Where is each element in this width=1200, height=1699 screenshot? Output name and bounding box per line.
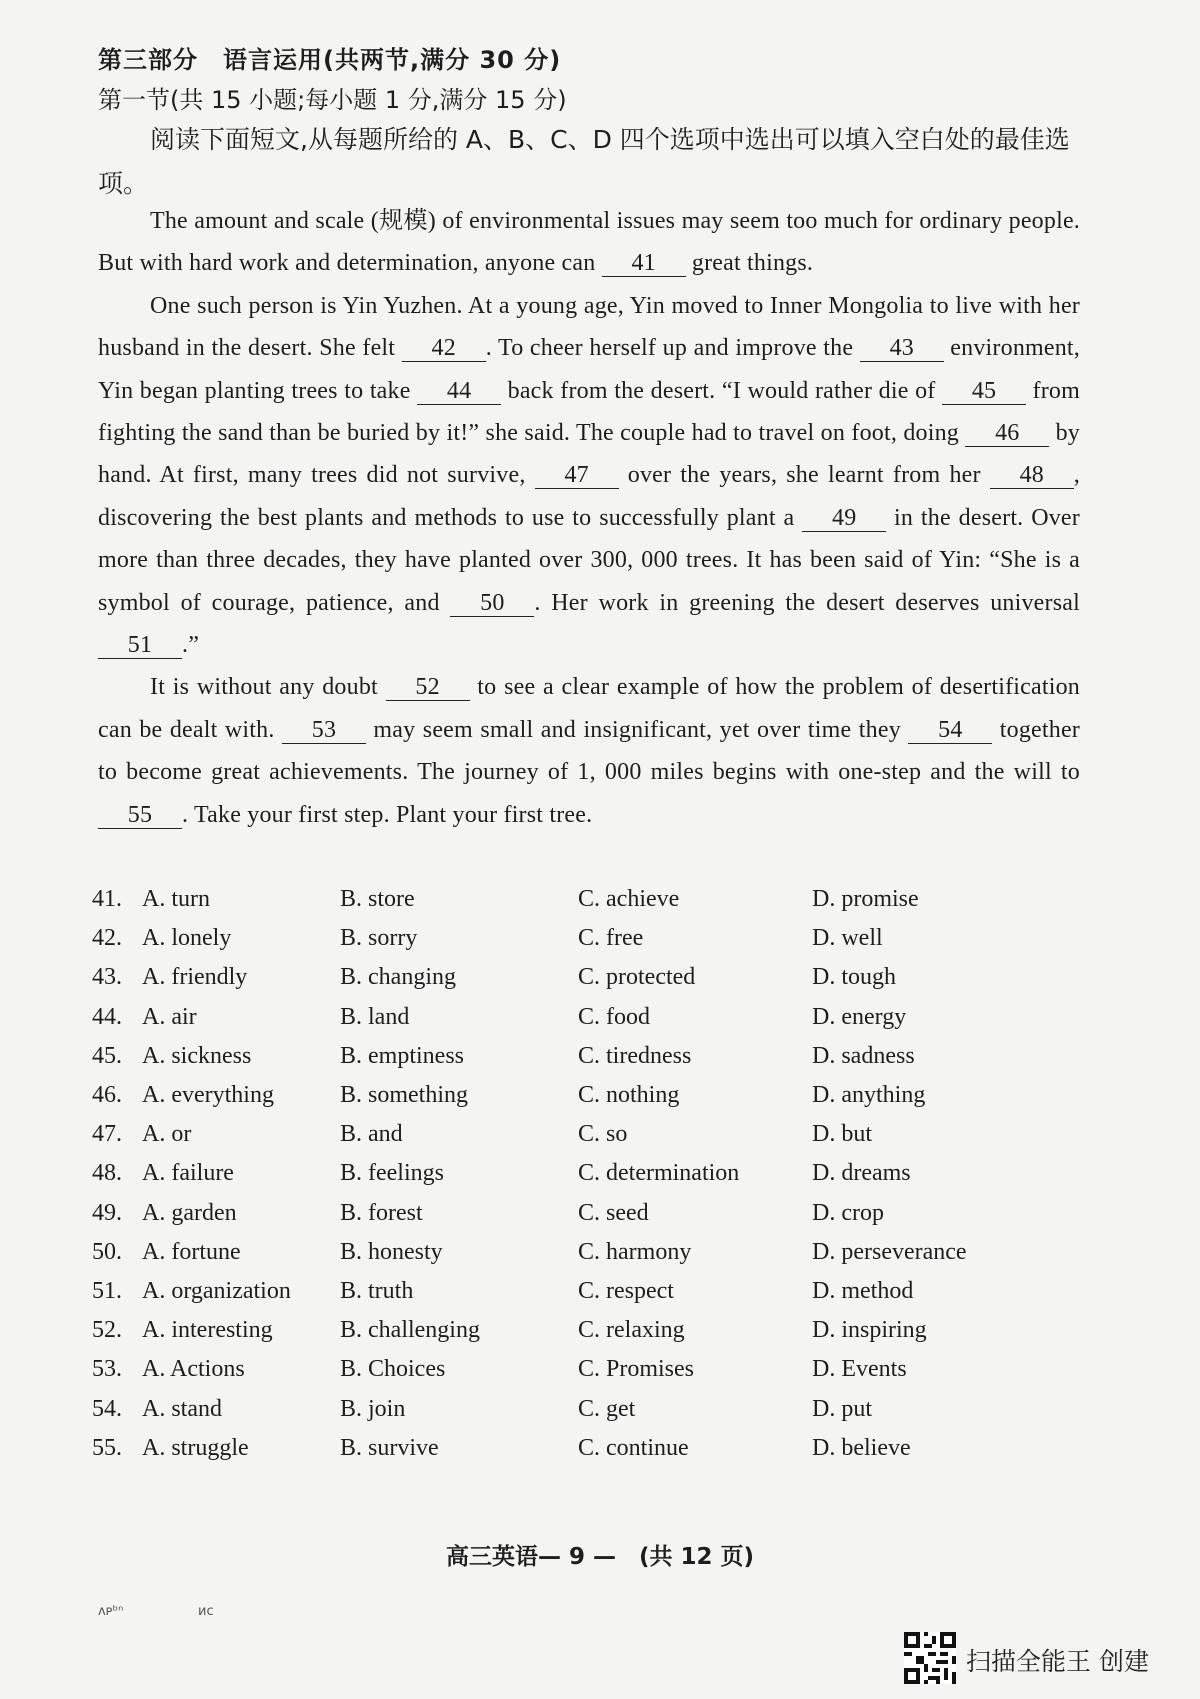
blank-47: 47 (535, 462, 619, 489)
question-number: 45. (92, 1042, 122, 1069)
option-a: A. friendly (142, 964, 248, 991)
option-a: A. organization (142, 1278, 291, 1304)
option-c: C. protected (578, 964, 696, 991)
question-number: 53. (92, 1356, 122, 1383)
option-b: B. land (340, 1003, 410, 1030)
blank-50: 50 (450, 590, 534, 617)
option-c: C. get (578, 1395, 636, 1422)
option-d: D. sadness (812, 1042, 915, 1069)
blank-43: 43 (860, 335, 944, 362)
option-b: B. sorry (340, 925, 418, 952)
passage-paragraph-2 (98, 285, 1080, 667)
blank-46: 46 (965, 420, 1049, 447)
blank-48: 48 (990, 462, 1074, 489)
blank-54: 54 (908, 717, 992, 744)
passage-text: back from the desert. “I would rather die of (501, 377, 943, 404)
blank-45: 45 (942, 378, 1026, 405)
option-b: B. Choices (340, 1356, 446, 1383)
question-number: 49. (92, 1199, 122, 1226)
option-b: B. join (340, 1395, 406, 1422)
passage-text: great things. (685, 250, 814, 277)
question-number: 46. (92, 1082, 122, 1108)
option-a: A. struggle (142, 1434, 249, 1461)
option-c: C. continue (578, 1434, 689, 1461)
passage-text: in the desert. Over more than three decades, they have planted over 300, 000 trees. It has been said of Yin: “She is a symbol of courage, patience, and (98, 504, 1080, 616)
question-number: 54. (92, 1395, 122, 1422)
option-d: D. but (812, 1121, 872, 1148)
question-number: 50. (92, 1238, 122, 1265)
option-d: D. dreams (812, 1160, 911, 1187)
option-a: A. fortune (142, 1238, 241, 1265)
blank-51: 51 (98, 632, 182, 659)
question-number: 41. (92, 886, 122, 912)
question-number: 43. (92, 964, 122, 991)
passage-text: . To cheer herself up and improve the (485, 335, 860, 362)
option-a: A. or (142, 1121, 192, 1148)
option-b: B. emptiness (340, 1042, 464, 1069)
option-d: D. energy (812, 1003, 907, 1030)
option-d: D. tough (812, 964, 896, 991)
option-b: B. something (340, 1082, 469, 1108)
question-number: 47. (92, 1121, 122, 1148)
passage-text: together to become great achievements. The journey of 1, 000 miles begins with one-step and the will to (98, 716, 1080, 786)
option-a: A. sickness (142, 1042, 252, 1069)
scan-smudge-right: ᴎᴄ (198, 1604, 214, 1619)
passage-text: One such person is Yin Yuzhen. At a young age, Yin moved to Inner Mongolia to live with her husband in the desert. She felt (98, 292, 1080, 362)
passage-text: .” (182, 632, 200, 659)
scanner-watermark: 扫描全能王 创建 (966, 1647, 1149, 1676)
option-d: D. put (812, 1395, 872, 1422)
option-c: C. nothing (578, 1082, 680, 1108)
passage-text: It is without any doubt (150, 674, 386, 701)
option-a: A. interesting (142, 1317, 273, 1344)
option-c: C. food (578, 1003, 650, 1030)
option-c: C. Promises (578, 1356, 695, 1383)
option-c: C. relaxing (578, 1317, 685, 1344)
option-c: C. so (578, 1121, 628, 1148)
blank-44: 44 (417, 378, 501, 405)
option-c: C. harmony (578, 1238, 692, 1265)
question-number: 51. (92, 1278, 122, 1304)
instructions: 阅读下面短文,从每题所给的 A、B、C、D 四个选项中选出可以填入空白处的最佳选项。 (98, 125, 1070, 198)
option-b: B. and (340, 1121, 403, 1148)
page-footer: 高三英语— 9 — (共 12 页) (445, 1544, 755, 1570)
passage-text: environment, Yin began planting trees to take (98, 335, 1081, 404)
option-d: D. crop (812, 1199, 884, 1226)
option-a: A. turn (142, 886, 210, 912)
option-a: A. garden (142, 1199, 237, 1226)
passage-text: . Take your first step. Plant your first tree. (182, 801, 593, 828)
option-d: D. believe (812, 1434, 911, 1461)
question-number: 48. (92, 1160, 122, 1187)
option-c: C. achieve (578, 886, 680, 912)
option-a: A. Actions (142, 1356, 245, 1383)
blank-42: 42 (402, 335, 486, 362)
passage-text: may seem small and insignificant, yet over time they (366, 716, 909, 743)
blank-55: 55 (98, 802, 182, 829)
cloze-passage (98, 200, 1080, 836)
option-d: D. Events (812, 1356, 907, 1383)
passage-text: . Her work in greening the desert deserves universal (534, 589, 1080, 616)
option-c: C. free (578, 925, 644, 952)
option-d: D. well (812, 925, 883, 952)
section-title: 第三部分 语言运用(共两节,满分 30 分) (98, 46, 562, 74)
passage-text: to see a clear example of how the problem of desertification can be dealt with. (98, 674, 1081, 743)
blank-41: 41 (602, 250, 686, 277)
option-c: C. seed (578, 1199, 649, 1226)
option-b: B. store (340, 886, 415, 912)
passage-text: The amount and scale (规模) of environmental issues may seem too much for ordinary people. But with hard work and determination, anyone can (98, 208, 1080, 277)
question-number: 52. (92, 1317, 122, 1344)
scan-smudge-left: ᴧᴘᵇⁿ (98, 1604, 124, 1619)
passage-text: from fighting the sand than be buried by it!” she said. The couple had to travel on foot, doing (98, 377, 1080, 447)
option-c: C. determination (578, 1160, 740, 1187)
option-c: C. tiredness (578, 1042, 692, 1069)
option-a: A. air (142, 1003, 197, 1030)
option-d: D. inspiring (812, 1317, 927, 1344)
question-number: 55. (92, 1434, 122, 1461)
passage-paragraph-1 (98, 200, 1080, 285)
option-d: D. promise (812, 886, 919, 912)
option-b: B. challenging (340, 1317, 480, 1344)
question-number: 42. (92, 925, 122, 952)
passage-paragraph-3 (98, 666, 1080, 836)
blank-53: 53 (282, 717, 366, 744)
option-b: B. truth (340, 1278, 414, 1304)
option-d: D. method (812, 1278, 914, 1304)
option-d: D. perseverance (812, 1238, 967, 1265)
option-b: B. survive (340, 1434, 439, 1461)
option-c: C. respect (578, 1278, 674, 1304)
option-a: A. lonely (142, 925, 232, 952)
option-d: D. anything (812, 1082, 926, 1108)
passage-text: over the years, she learnt from her (618, 462, 990, 489)
question-number: 44. (92, 1003, 122, 1030)
option-b: B. honesty (340, 1238, 443, 1265)
option-a: A. everything (142, 1082, 274, 1108)
passage-text: , discovering the best plants and methods to use to successfully plant a (98, 462, 1080, 531)
subsection-title: 第一节(共 15 小题;每小题 1 分,满分 15 分) (98, 86, 567, 114)
option-b: B. changing (340, 964, 456, 991)
option-b: B. forest (340, 1199, 423, 1226)
blank-49: 49 (802, 505, 886, 532)
option-b: B. feelings (340, 1160, 444, 1187)
option-a: A. failure (142, 1160, 234, 1187)
blank-52: 52 (386, 674, 470, 701)
qr-code-icon (904, 1632, 956, 1684)
passage-text: by hand. At first, many trees did not survive, (98, 420, 1080, 489)
option-a: A. stand (142, 1395, 222, 1422)
